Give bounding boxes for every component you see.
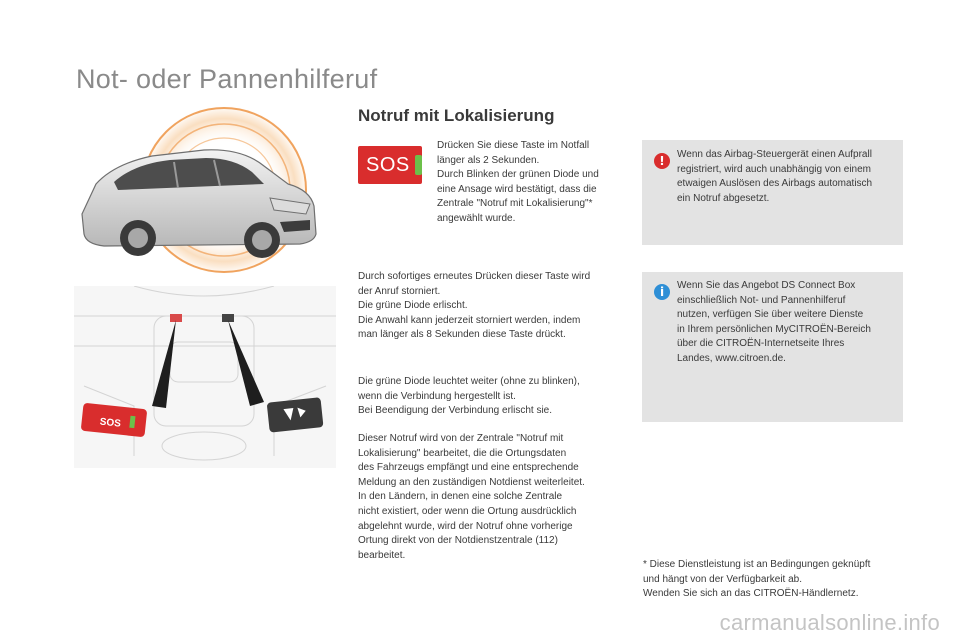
console-ds-button (267, 397, 324, 432)
paragraph-processing: Dieser Notruf wird von der Zentrale "Notruf mit Lokalisierung" bearbeitet, die die Ortungsdaten des Fahrzeugs empfängt und eine entsprechende Meldung an den zuständigen Notdienst weiterleitet. In den Ländern, in denen eine solche Zentrale nicht existiert, oder wenn die Ortung ausdrücklich abgelehnt wurde, wird der Notruf ohne vorherige Ortung direkt von der Notdienstzentrale (112) bearbeitet. (358, 433, 585, 561)
footnote: * Diese Dienstleistung ist an Bedingungen geknüpft und hängt von der Verfügbarkeit ab. Wenden Sie sich an das CITROËN-Händlernetz. (643, 559, 871, 600)
sos-label: SOS (366, 153, 410, 176)
paragraph-press: Drücken Sie diese Taste im Notfall länger als 2 Sekunden. Durch Blinken der grünen Diode und eine Ansage wird bestätigt, dass die Zentrale "Notruf mit Lokalisierung"* angewählt wurde. (437, 140, 599, 224)
section-title: Notruf mit Lokalisierung (358, 106, 555, 125)
paragraph-cancel: Durch sofortiges erneutes Drücken dieser Taste wird der Anruf storniert. Die grüne Diode erlischt. Die Anwahl kann jederzeit storniert werden, indem man länger als 8 Sekunden diese Taste drückt. (358, 271, 591, 341)
page-title: Not- oder Pannenhilferuf (76, 64, 378, 94)
info-note (642, 272, 903, 422)
warning-note-text: Wenn das Airbag-Steuergerät einen Aufprall registriert, wird auch unabhängig von einem etwaigen Auslösen des Airbags automatisch ein Notruf abgesetzt. (677, 149, 873, 204)
car-emergency-illustration (74, 106, 342, 276)
info-icon: i (654, 284, 670, 300)
roof-console-illustration (74, 286, 336, 468)
paragraph-connected: Die grüne Diode leuchtet weiter (ohne zu blinken), wenn die Verbindung hergestellt ist. Bei Beendigung der Verbindung erlischt sie. (358, 376, 580, 417)
sos-button-graphic (358, 146, 422, 184)
exclamation-icon: ! (654, 153, 670, 169)
watermark: carmanualsonline.info (719, 610, 940, 635)
console-sos-label: SOS (99, 416, 122, 430)
warning-note (642, 140, 903, 245)
green-led-icon (415, 155, 422, 175)
info-note-text: Wenn Sie das Angebot DS Connect Box einschließlich Not- und Pannenhilferuf nutzen, verfügen Sie über weitere Dienste in Ihrem persönlichen MyCITROËN-Bereich über die CITROËN-Internetseite Ihres Landes, www.citroen.de. (677, 280, 871, 364)
